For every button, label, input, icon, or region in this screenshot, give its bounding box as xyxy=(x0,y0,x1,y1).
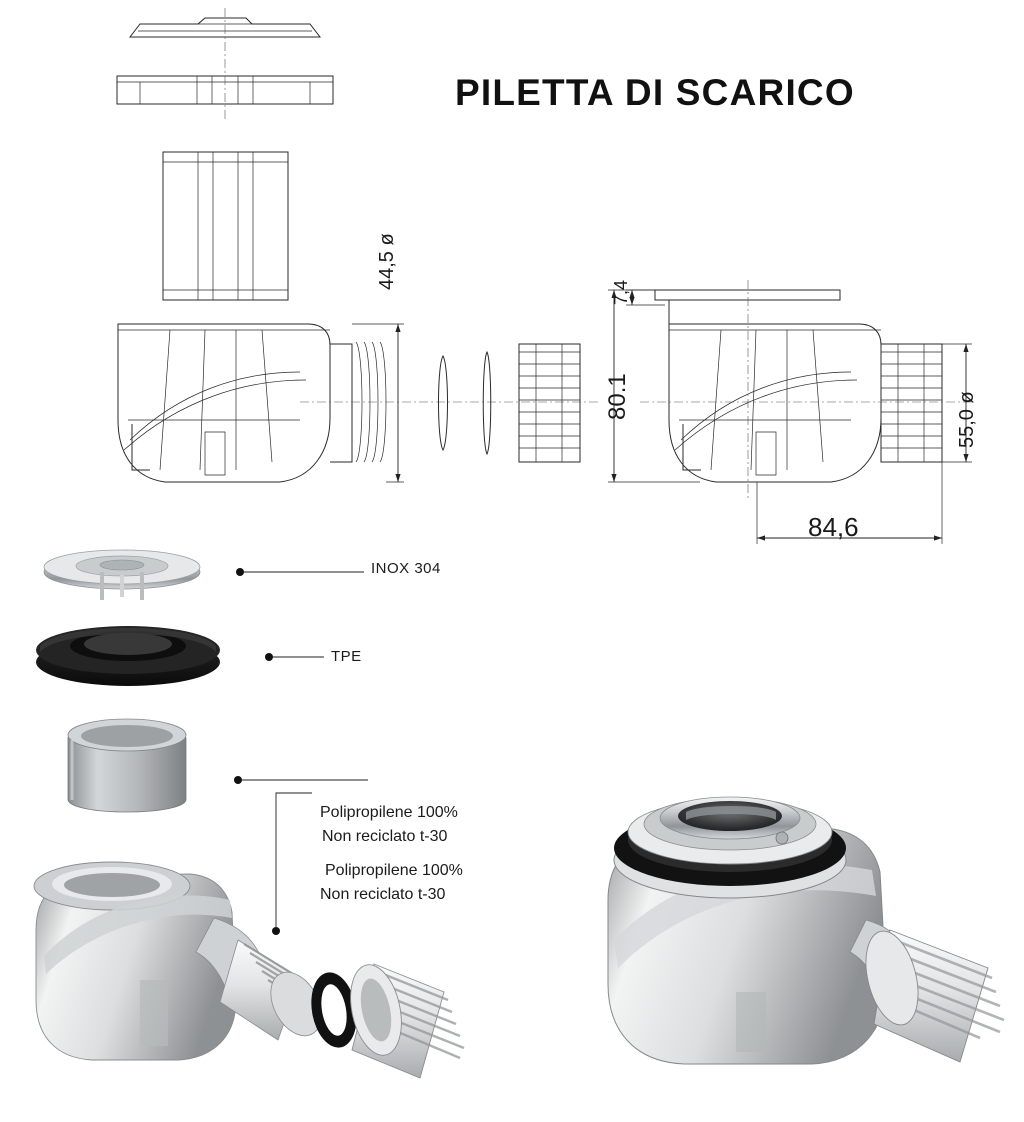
view-cover-plate xyxy=(117,8,333,120)
render-assembly xyxy=(608,797,1004,1064)
render-inox-cover xyxy=(44,550,200,600)
thread-lines-left xyxy=(356,342,386,462)
render-riser-tube xyxy=(68,719,186,812)
render-tpe-gasket xyxy=(36,626,220,686)
dimension-44-5 xyxy=(352,324,404,482)
render-oring xyxy=(306,969,363,1051)
view-riser-cylinder xyxy=(163,152,288,300)
dimension-label-55-0: 55,0 ø xyxy=(956,391,978,448)
dimension-label-7-4: 7,4 xyxy=(611,279,631,305)
render-assembly-nut xyxy=(857,926,1004,1062)
material-label-pp-1-line2: Non reciclato t-30 xyxy=(322,828,448,845)
material-label-pp-1-line1: Polipropilene 100% xyxy=(320,804,458,821)
material-label-pp-2-line1: Polipropilene 100% xyxy=(325,862,463,879)
page-title: PILETTA DI SCARICO xyxy=(455,72,855,113)
material-label-pp-2-line2: Non reciclato t-30 xyxy=(320,886,446,903)
dimension-label-84-6: 84,6 xyxy=(808,512,859,542)
dimension-label-44-5: 44,5 ø xyxy=(376,233,398,290)
view-siphon-section-left xyxy=(118,324,600,482)
render-threaded-spigot xyxy=(220,940,331,1044)
view-assembly-dimensioned xyxy=(608,280,975,544)
material-label-tpe: TPE xyxy=(331,648,362,665)
render-cap-nut xyxy=(343,960,464,1078)
material-label-inox: INOX 304 xyxy=(371,560,441,577)
dimension-label-80-1: 80.1 xyxy=(604,373,631,420)
